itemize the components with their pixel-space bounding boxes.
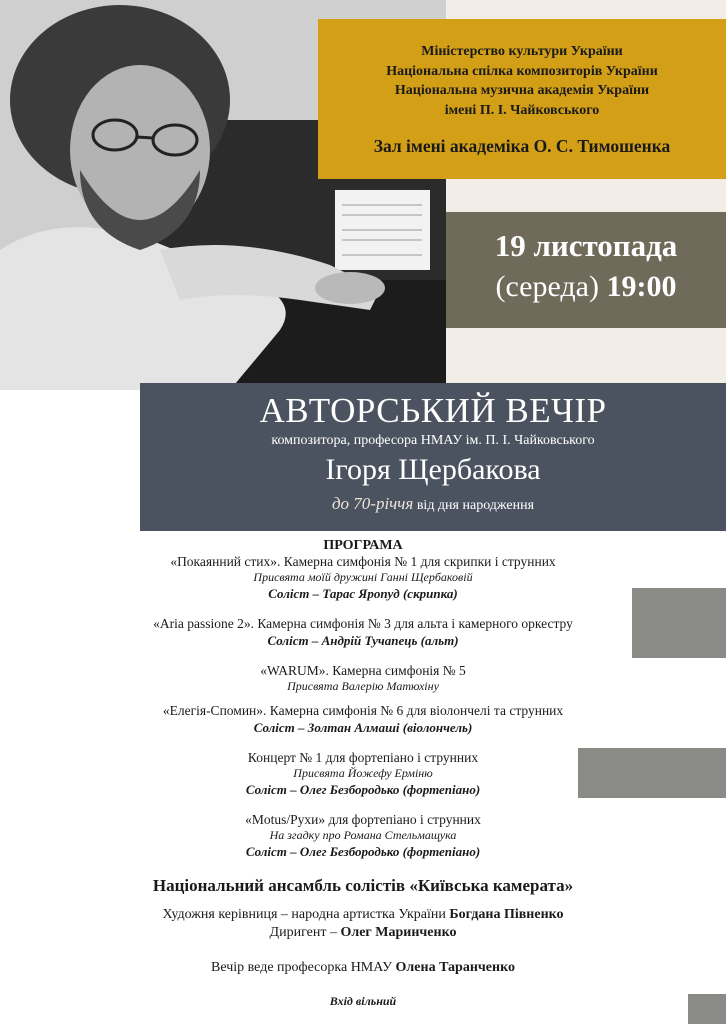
work-dedication: На згадку про Романа Стельмащука <box>269 828 457 842</box>
program-item <box>0 616 726 649</box>
event-title: АВТОРСЬКИЙ ВЕЧІР <box>259 391 607 430</box>
title-banner <box>140 383 726 531</box>
work-dedication: Присвята Йожефу Ерміню <box>293 766 433 780</box>
decorative-square <box>578 748 726 798</box>
ensemble-name: Національний ансамбль солістів «Київська камерата» <box>152 876 574 895</box>
conductor <box>0 924 726 942</box>
program-section <box>0 537 726 860</box>
occasion-anniversary: до 70-річчя <box>331 494 414 513</box>
event-weekday: (середа) <box>495 270 599 303</box>
date-box <box>446 212 726 328</box>
conductor-name: Олег Маринченко <box>340 925 457 940</box>
program-heading: ПРОГРАМА <box>323 538 403 553</box>
org-academy: Національна музична академія України <box>394 83 650 98</box>
host-name: Олена Таранченко <box>395 960 515 975</box>
decorative-square <box>688 994 726 1024</box>
work-soloist: Соліст – Тарас Яропуд (скрипка) <box>268 586 458 601</box>
program-item <box>0 554 726 602</box>
org-union: Національна спілка композиторів України <box>386 63 658 79</box>
director-name: Богдана Півненко <box>449 907 564 922</box>
work-title: «Motus/Рухи» для фортепіано і струнних <box>245 812 481 827</box>
program-item <box>0 812 726 860</box>
event-time: 19:00 <box>606 270 677 303</box>
occasion <box>140 491 726 519</box>
organizations-box <box>318 19 726 179</box>
work-dedication: Присвята Валерію Матюхіну <box>287 679 439 693</box>
host-label: Вечір веде професорка НМАУ <box>211 960 396 975</box>
work-title: «Елегія-Спомин». Камерна симфонія № 6 для віолончелі та струнних <box>162 703 564 718</box>
host <box>0 960 726 976</box>
free-entry: Вхід вільний <box>329 994 397 1008</box>
work-title: «WARUM». Камерна симфонія № 5 <box>260 663 466 678</box>
credits <box>0 906 726 942</box>
event-weekday-time <box>446 265 726 309</box>
artistic-director <box>0 906 726 924</box>
work-title: «Покаянний стих». Камерна симфонія № 1 для скрипки і струнних <box>170 554 556 569</box>
work-soloist: Соліст – Олег Безбородько (фортепіано) <box>245 782 481 797</box>
org-ministry: Міністерство культури України <box>421 44 623 59</box>
work-soloist: Соліст – Олег Безбородько (фортепіано) <box>245 844 481 859</box>
work-soloist: Соліст – Золтан Алмаші (віолончель) <box>253 720 473 735</box>
work-title: Концерт № 1 для фортепіано і струнних <box>247 750 479 765</box>
work-dedication: Присвята моїй дружині Ганні Щербаковій <box>253 570 473 584</box>
program-item <box>0 703 726 736</box>
composer-position: композитора, професора НМАУ ім. П. І. Чайковського <box>271 433 595 448</box>
org-academy-name: імені П. І. Чайковського <box>444 102 600 118</box>
work-title: «Aria passione 2». Камерна симфонія № 3 для альта і камерного оркестру <box>153 616 573 631</box>
composer-name: Ігоря Щербакова <box>325 453 541 486</box>
hall-name: Зал імені академіка О. С. Тимошенка <box>373 136 671 156</box>
director-label: Художня керівниця – народна артистка України <box>162 907 450 922</box>
conductor-label: Диригент – <box>269 925 341 940</box>
decorative-square <box>632 588 726 658</box>
occasion-rest: від дня народження <box>416 498 535 513</box>
program-item <box>0 663 726 694</box>
work-soloist: Соліст – Андрій Тучапець (альт) <box>267 633 459 648</box>
event-date: 19 листопада <box>494 228 678 263</box>
